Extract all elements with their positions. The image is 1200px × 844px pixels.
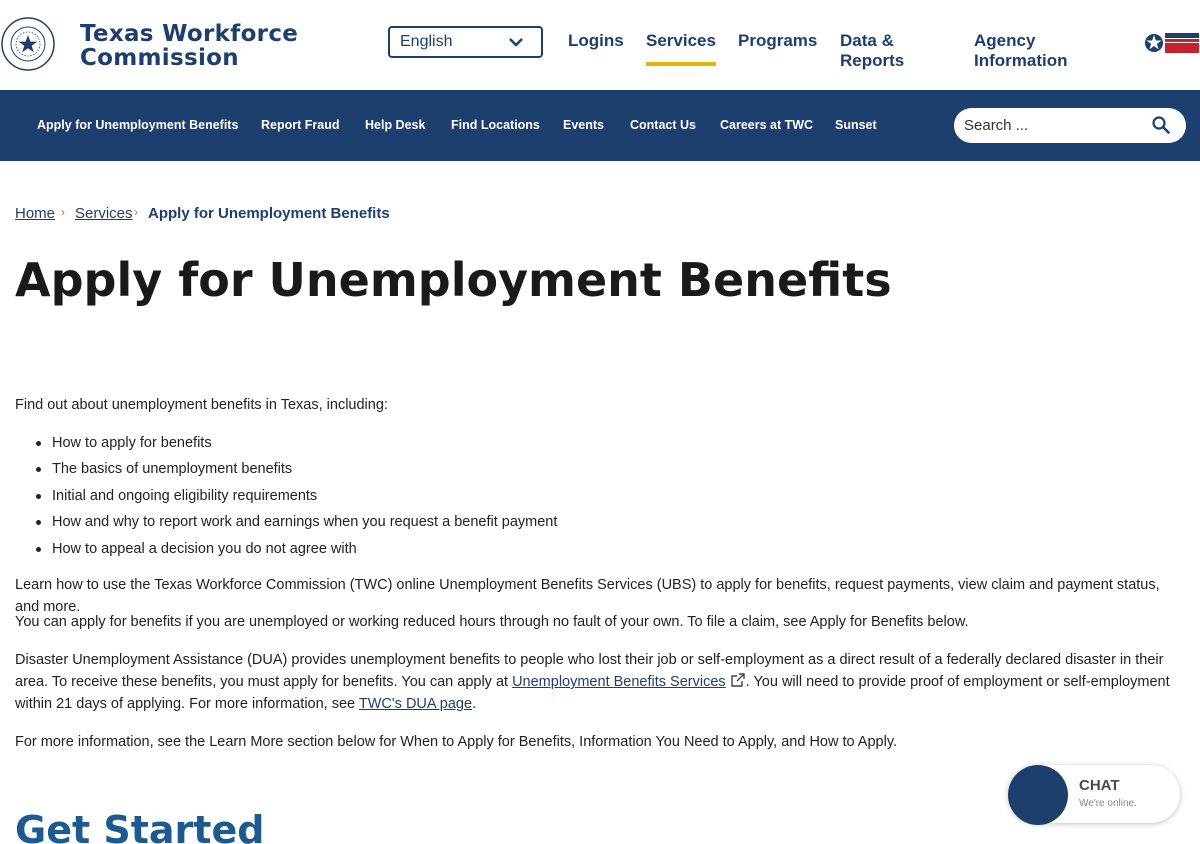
site-header — [0, 0, 1200, 90]
brand-name[interactable] — [80, 22, 298, 70]
nav-data-reports[interactable] — [840, 31, 904, 71]
subnav-sunset[interactable]: Sunset — [835, 118, 877, 132]
subnav-apply-benefits[interactable]: Apply for Unemployment Benefits — [37, 118, 239, 132]
nav-data-reports-line2: Reports — [840, 51, 905, 70]
language-value: English — [400, 33, 453, 50]
section-heading-get-started: Get Started — [15, 808, 265, 844]
chat-status: We're online. — [1079, 798, 1137, 809]
nav-services[interactable]: Services — [646, 31, 716, 50]
brand-line-1: Texas Workforce — [80, 21, 299, 47]
chat-avatar-icon — [1008, 765, 1068, 825]
breadcrumb-services[interactable]: Services — [75, 205, 133, 222]
subnav-help-desk[interactable]: Help Desk — [365, 118, 426, 132]
texas-america-250-logo — [1144, 31, 1200, 55]
breadcrumb-current: Apply for Unemployment Benefits — [148, 205, 390, 222]
dua-text-after: . — [472, 696, 477, 712]
secondary-nav-bar — [0, 90, 1200, 161]
chat-label: CHAT — [1079, 777, 1120, 794]
breadcrumb-chevron-icon: › — [61, 205, 65, 219]
search-input[interactable] — [964, 114, 1144, 136]
search-box — [954, 108, 1186, 143]
list-item: How to appeal a decision you do not agree with — [52, 536, 557, 562]
subnav-report-fraud[interactable]: Report Fraud — [261, 118, 340, 132]
dua-text-before: Disaster Unemployment Assistance (DUA) provides unemployment benefits to people who lost their job or self-employment as a direct result of a federally declared disaster in their area. To receive these benefits, you must apply for benefits. You can apply at — [15, 652, 1164, 690]
list-item: How to apply for benefits — [52, 430, 557, 456]
nav-agency-line1: Agency — [974, 31, 1036, 50]
subnav-events[interactable]: Events — [563, 118, 604, 132]
ubs-paragraph: Learn how to use the Texas Workforce Commission (TWC) online Unemployment Benefits Services (UBS) to apply for benefits, request payments, view claim and payment status, and more. — [15, 577, 1160, 615]
dua-page-link[interactable]: TWC's DUA page — [358, 696, 473, 712]
eligibility-paragraph: You can apply for benefits if you are unemployed or working reduced hours through no fault of your own. To file a claim, see Apply for Benefits below. — [15, 614, 969, 630]
benefits-topics-list — [52, 430, 557, 562]
search-icon[interactable] — [1152, 116, 1170, 134]
list-item: Initial and ongoing eligibility requirements — [52, 483, 557, 509]
learn-more-paragraph: For more information, see the Learn More section below for When to Apply for Benefits, Information You Need to Apply, and How to Apply. — [15, 734, 898, 750]
subnav-find-locations[interactable]: Find Locations — [451, 118, 540, 132]
external-link-icon — [730, 672, 746, 688]
dua-paragraph — [15, 649, 1187, 715]
twc-seal-logo[interactable] — [0, 16, 56, 72]
nav-data-reports-line1: Data & — [840, 31, 894, 50]
language-select[interactable] — [388, 26, 543, 58]
nav-logins[interactable]: Logins — [568, 31, 624, 50]
chevron-down-icon — [509, 37, 523, 47]
chat-widget[interactable] — [1008, 765, 1180, 823]
list-item: The basics of unemployment benefits — [52, 456, 557, 482]
brand-line-2: Commission — [80, 45, 239, 71]
ubs-link[interactable]: Unemployment Benefits Services — [512, 674, 726, 690]
nav-agency-line2: Information — [974, 51, 1068, 70]
subnav-contact-us[interactable]: Contact Us — [630, 118, 696, 132]
nav-agency-information[interactable] — [974, 31, 1068, 71]
page-title: Apply for Unemployment Benefits — [15, 253, 892, 307]
subnav-careers[interactable]: Careers at TWC — [720, 118, 814, 132]
list-item: How and why to report work and earnings when you request a benefit payment — [52, 509, 557, 535]
nav-programs[interactable]: Programs — [738, 31, 818, 50]
breadcrumb-home[interactable]: Home — [15, 205, 56, 222]
intro-text: Find out about unemployment benefits in Texas, including: — [15, 397, 388, 413]
dua-text-middle: . You will need to provide proof of employment or self-employment within 21 days of applying. For more information, see — [15, 674, 1170, 712]
breadcrumb-chevron-icon: › — [134, 205, 138, 219]
